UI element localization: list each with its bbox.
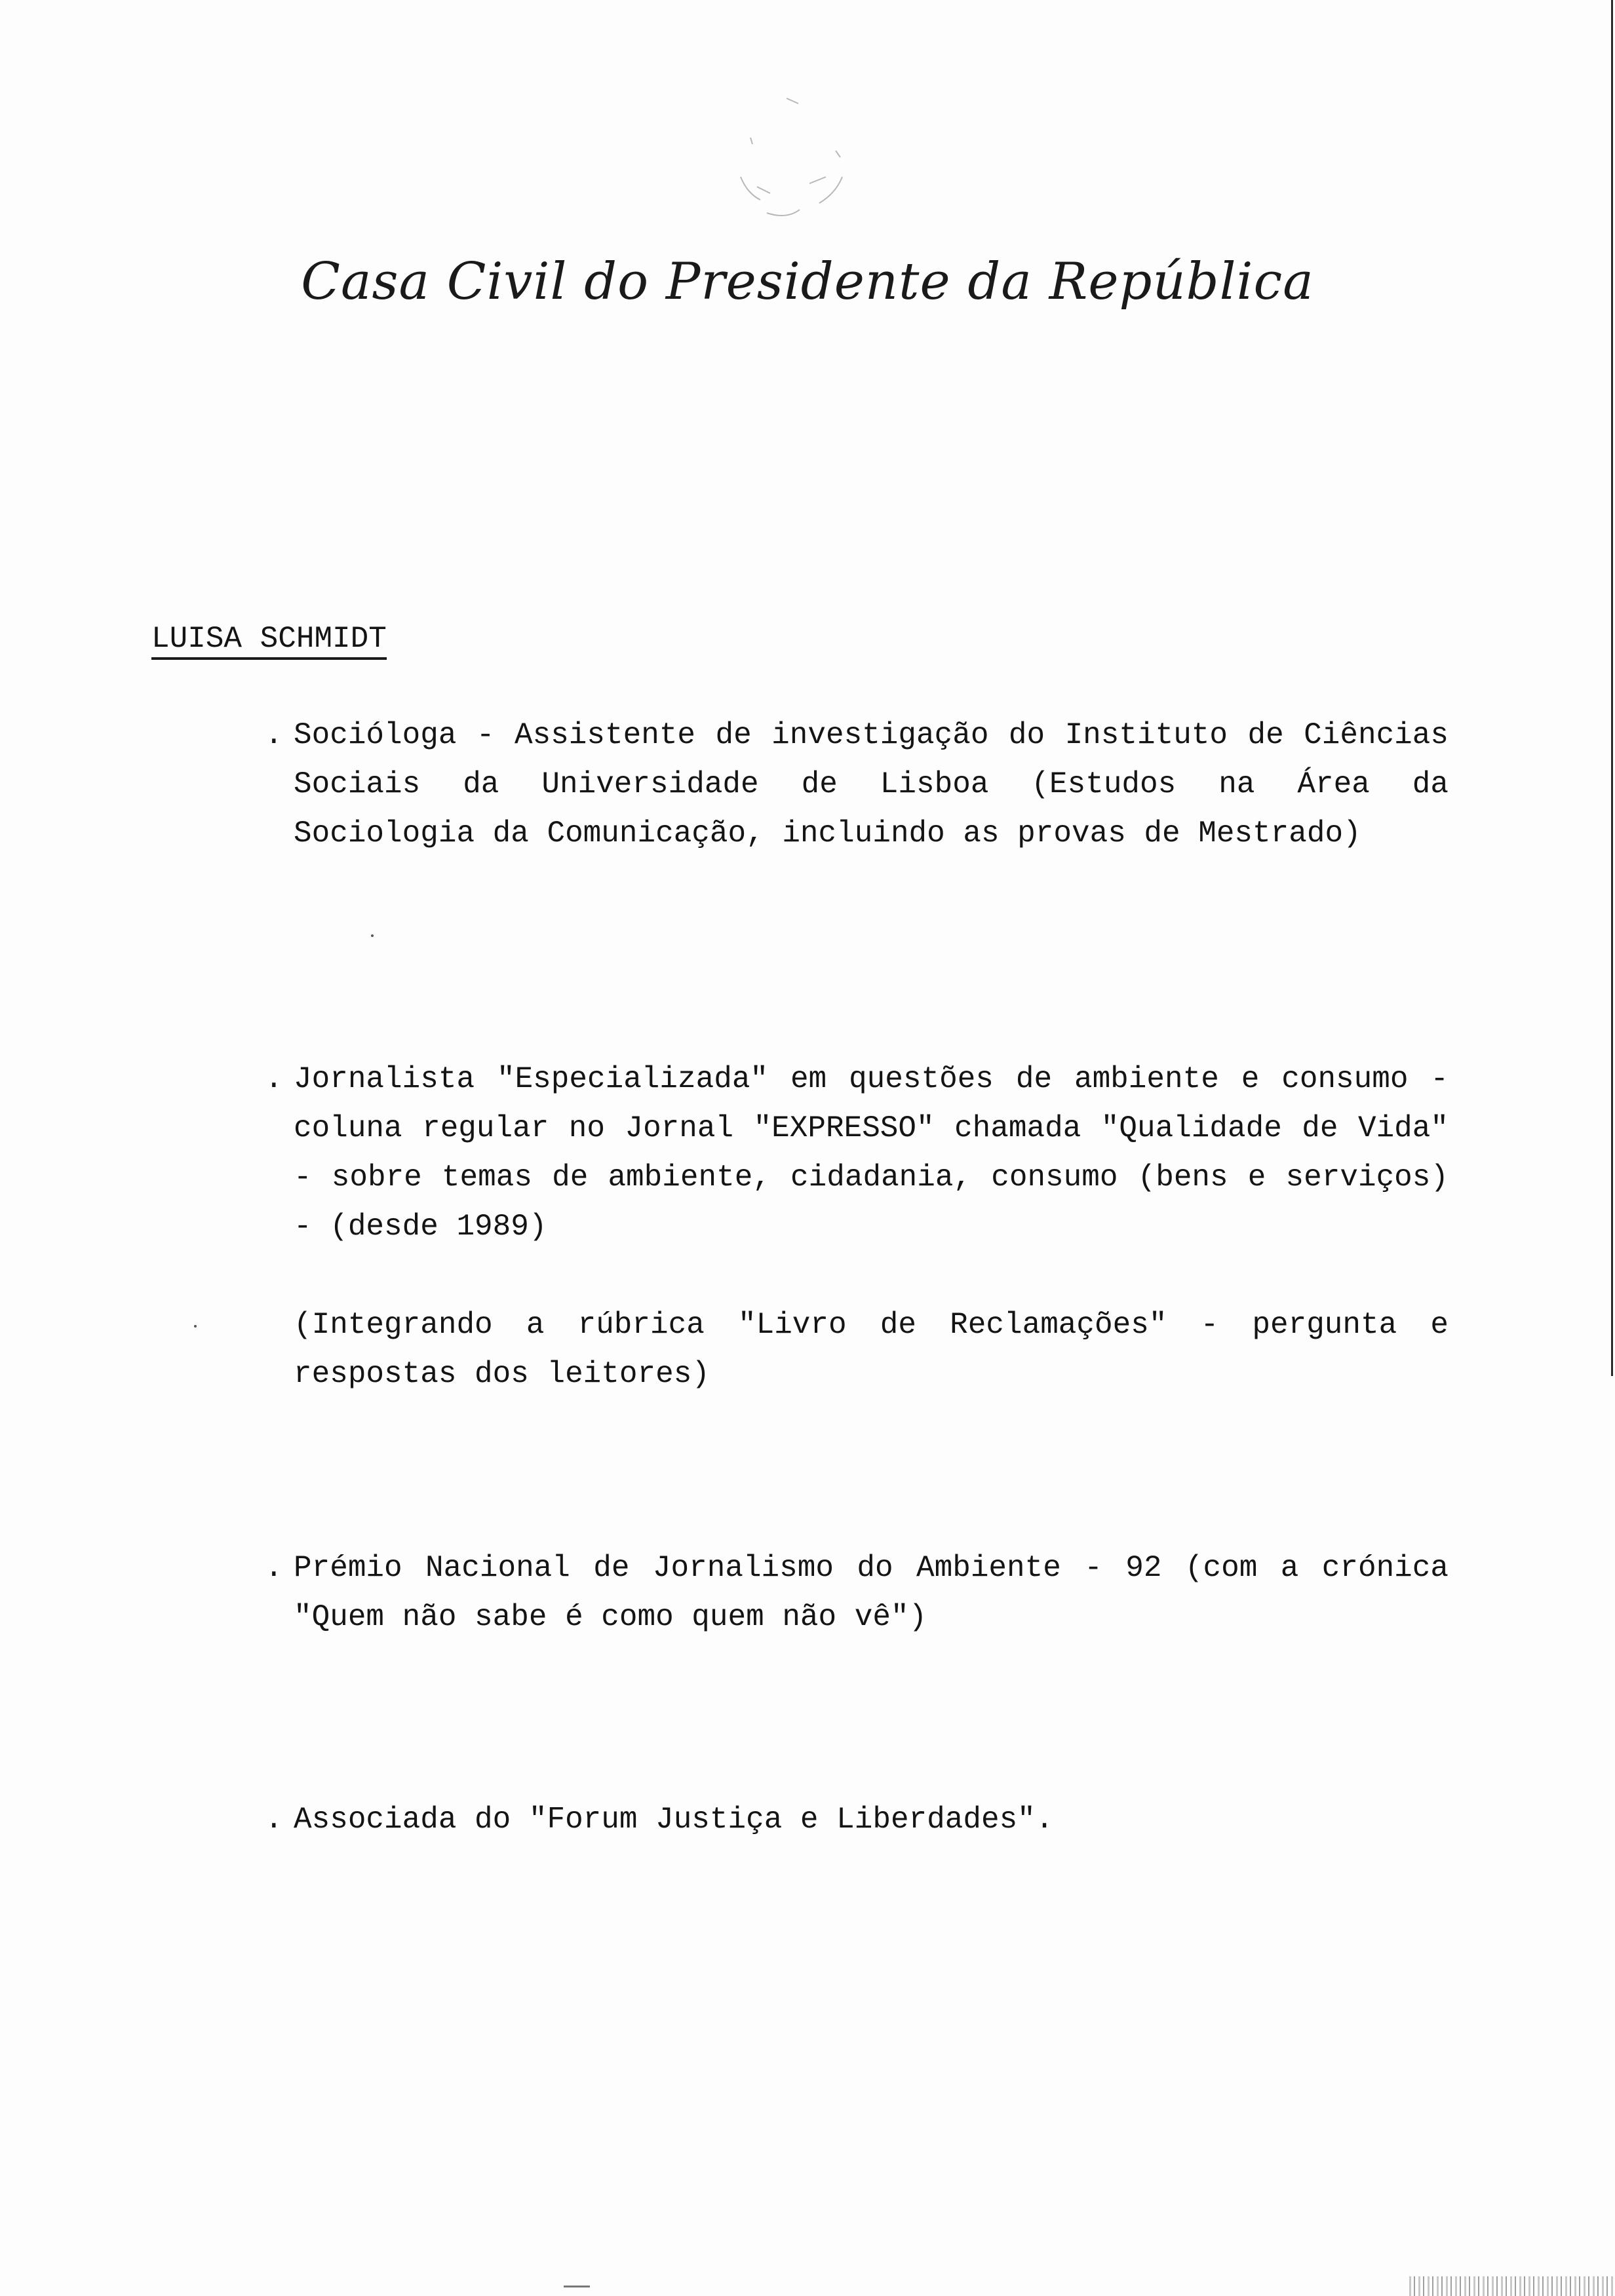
list-item-4 [265,1795,1449,1845]
embossed-seal-icon [688,79,885,249]
bullet: . [265,1803,283,1837]
item-text: Socióloga - Assistente de investigação do Instituto de Ciências Sociais da Universidade de Lisboa (Estudos na Área da Sociologia da Comunicação, incluindo as provas de Mestrado) [294,718,1449,851]
item-text: Jornalista "Especializada" em questões de ambiente e consumo - coluna regular no Jornal "EXPRESSO" chamada "Qualidade de Vida" - sobre temas de ambiente, cidadania, consumo (bens e serviços) - (desde 1989) [294,1062,1449,1244]
bullet: . [265,1551,283,1585]
letterhead: Casa Civil do Presidente da República [301,252,1314,311]
bullet: . [265,1062,283,1096]
speck [194,1325,197,1328]
item-text: Associada do "Forum Justiça e Liberdades". [294,1803,1054,1837]
list-item-1 [265,711,1449,858]
bullet: . [265,718,283,752]
list-item-2 [265,1055,1449,1399]
item-note: (Integrando a rúbrica "Livro de Reclamações" - pergunta e respostas dos leitores) [294,1308,1449,1391]
person-name-heading: LUISA SCHMIDT [151,622,387,660]
scan-noise [1409,2276,1615,2296]
list-item-3 [265,1544,1449,1642]
item-text: Prémio Nacional de Jornalismo do Ambiente - 92 (com a crónica "Quem não sabe é como quem não vê") [294,1551,1449,1634]
page-edge-line [1611,0,1613,1376]
speck [371,934,374,937]
scan-mark [564,2286,590,2287]
